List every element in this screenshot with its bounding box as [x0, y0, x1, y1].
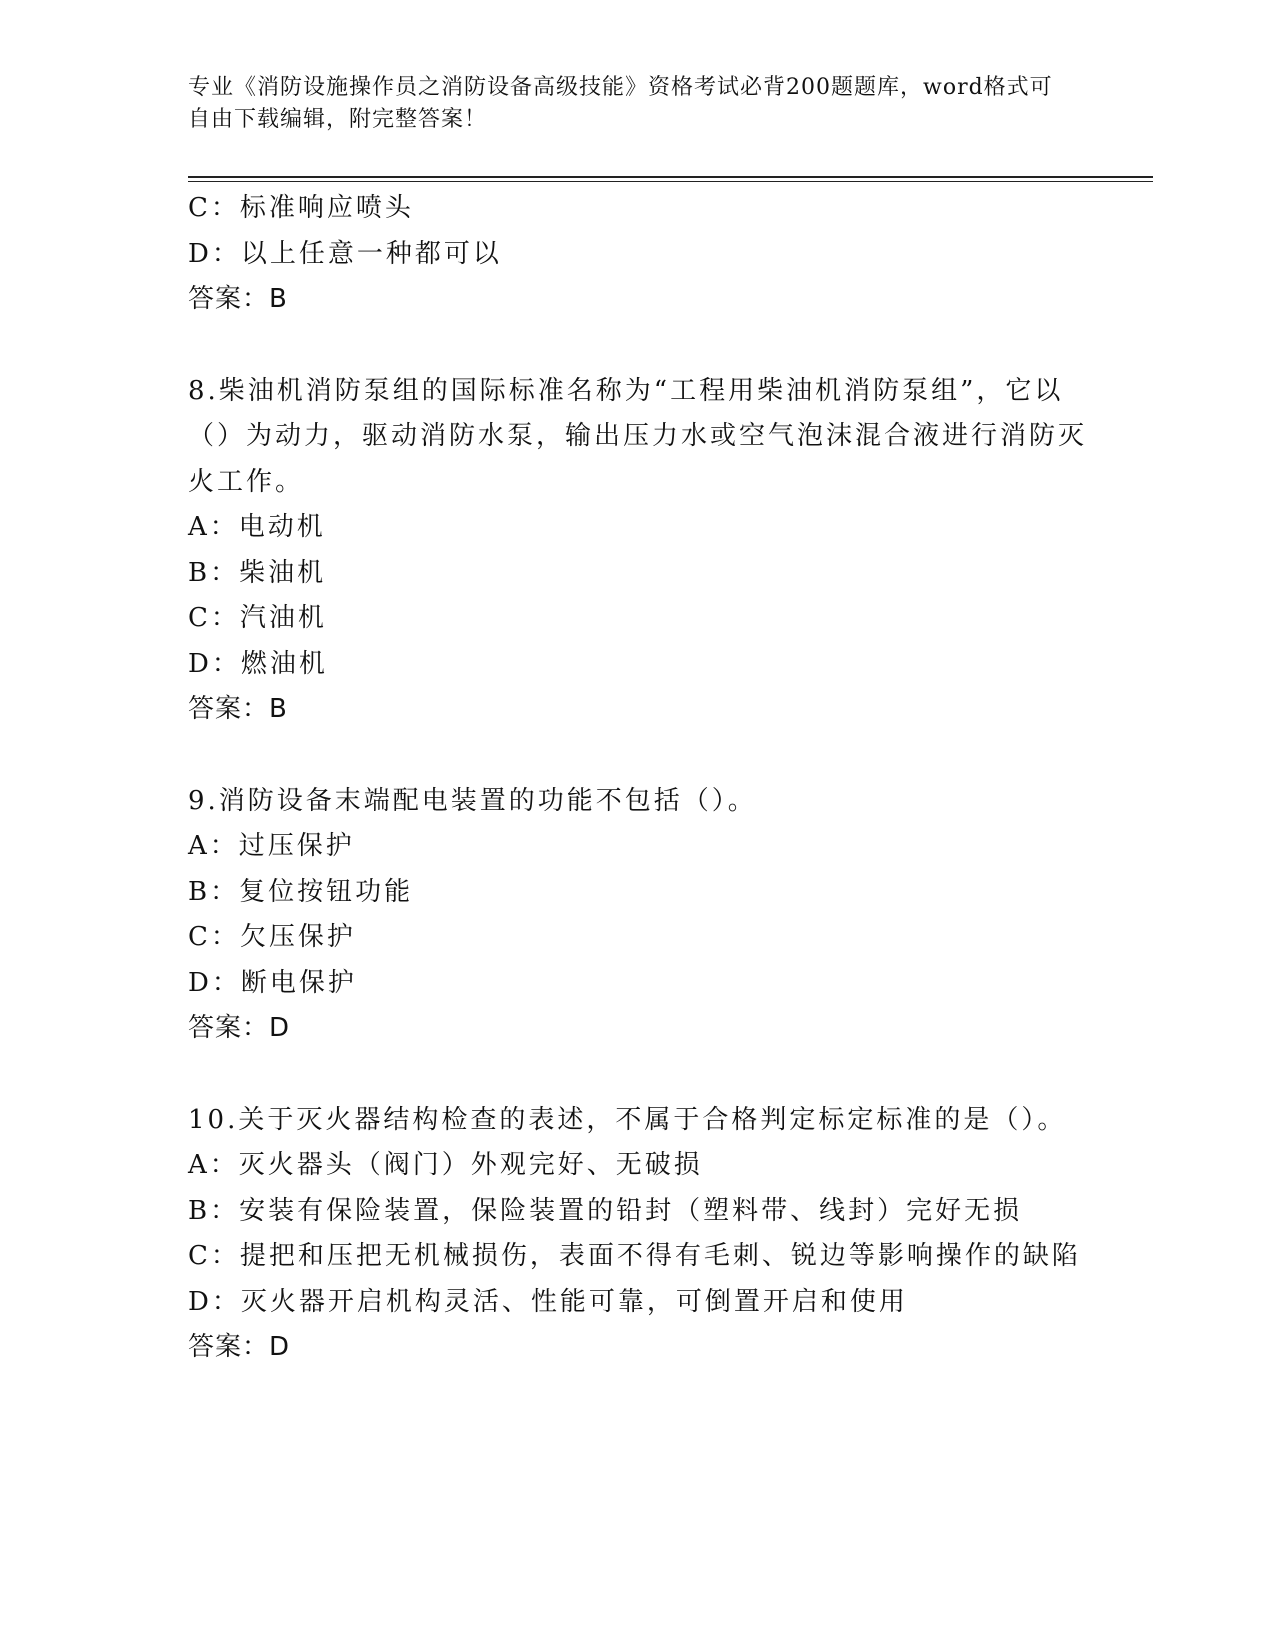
- answer-label: 答案：D: [188, 1332, 291, 1362]
- question-10: [188, 1098, 1088, 1371]
- document-header: [188, 72, 1068, 136]
- option-d: D：断电保护: [188, 967, 357, 998]
- header-divider-thick: [188, 176, 1153, 178]
- option-c: C：汽油机: [188, 603, 327, 633]
- option-c: C：提把和压把无机械损伤，表面不得有毛刺、锐边等影响操作的缺陷: [188, 1241, 1081, 1271]
- question-stem: 9.消防设备末端配电装置的功能不包括（）。: [188, 785, 757, 816]
- question-7-continued: [188, 186, 1088, 323]
- option-d: D：燃油机: [188, 648, 328, 679]
- option-b: B：安装有保险装置，保险装置的铅封（塑料带、线封）完好无损: [188, 1195, 1023, 1226]
- question-stem: 8.柴油机消防泵组的国际标准名称为“工程用柴油机消防泵组”，它以（）为动力，驱动消防水泵，输出压力水或空气泡沫混合液进行消防灭火工作。: [188, 375, 1088, 497]
- question-9: [188, 779, 1088, 1052]
- option-c: C：标准响应喷头: [188, 193, 414, 223]
- header-divider-thin: [188, 181, 1153, 182]
- option-d: D：以上任意一种都可以: [188, 238, 502, 269]
- option-a: A：过压保护: [188, 831, 355, 861]
- question-stem: 10.关于灭火器结构检查的表述，不属于合格判定标定标准的是（）。: [188, 1104, 1067, 1135]
- question-list: [188, 186, 1088, 1371]
- option-a: A：灭火器头（阀门）外观完好、无破损: [188, 1150, 703, 1180]
- question-8: [188, 369, 1088, 733]
- option-d: D：灭火器开启机构灵活、性能可靠，可倒置开启和使用: [188, 1286, 908, 1317]
- option-b: B：柴油机: [188, 557, 327, 588]
- answer-label: 答案：B: [188, 284, 288, 314]
- option-c: C：欠压保护: [188, 922, 356, 952]
- option-b: B：复位按钮功能: [188, 876, 414, 907]
- answer-label: 答案：B: [188, 694, 288, 724]
- option-a: A：电动机: [188, 512, 326, 542]
- answer-label: 答案：D: [188, 1013, 291, 1043]
- header-text: 专业《消防设施操作员之消防设备高级技能》资格考试必背200题题库，word格式可自由下载编辑，附完整答案！: [188, 75, 1053, 132]
